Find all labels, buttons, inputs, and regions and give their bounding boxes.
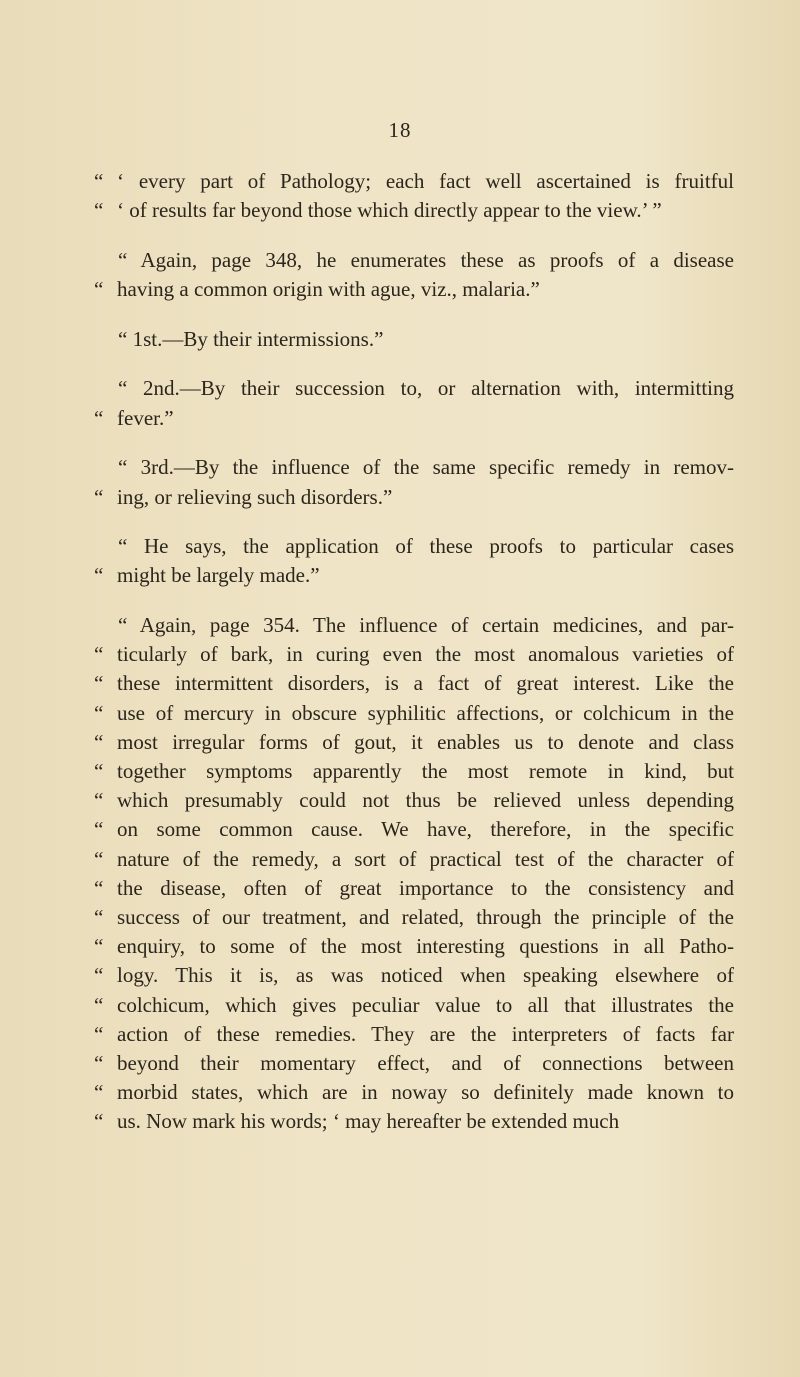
line-text: logy. This it is, as was noticed when speaking elsewhere of — [117, 963, 734, 988]
text-line — [94, 453, 734, 482]
text-line — [94, 561, 734, 590]
paragraph — [94, 453, 734, 511]
quote-mark: “ — [94, 759, 104, 783]
line-text: ‘ every part of Pathology; each fact well ascertained is fruitful — [117, 169, 734, 193]
text-line — [94, 275, 734, 304]
quote-mark: “ — [94, 405, 104, 430]
line-text: “ 3rd.—By the influence of the same specific remedy in remov- — [118, 455, 734, 480]
line-text: “ 1st.—By their intermissions.” — [118, 326, 384, 351]
quote-mark: “ — [94, 846, 104, 871]
quote-mark: “ — [94, 875, 104, 900]
quote-mark: “ — [94, 817, 104, 842]
quote-mark: “ — [94, 992, 104, 1017]
quote-mark: “ — [94, 934, 104, 959]
text-line — [94, 1020, 734, 1049]
line-text: nature of the remedy, a sort of practical test of the character of — [117, 846, 734, 871]
text-line — [94, 483, 734, 512]
line-text: success of our treatment, and related, through the principle of the — [117, 904, 734, 929]
text-line — [94, 167, 734, 196]
text-line — [94, 874, 734, 903]
line-text: these intermittent disorders, is a fact of great interest. Like the — [117, 671, 734, 696]
text-line — [94, 196, 734, 225]
text-line — [94, 728, 734, 757]
text-line — [94, 1107, 734, 1136]
line-text: use of mercury in obscure syphilitic affections, or colchicum in the — [117, 700, 734, 725]
page-text — [94, 167, 734, 1157]
line-text: colchicum, which gives peculiar value to all that illustrates the — [117, 992, 734, 1017]
line-text: “ He says, the application of these proofs to particular cases — [118, 534, 734, 559]
quote-mark: “ — [94, 671, 104, 696]
text-line — [94, 903, 734, 932]
quote-mark: “ — [94, 563, 104, 588]
text-line — [94, 786, 734, 815]
quote-mark: “ — [94, 484, 104, 509]
quote-mark: “ — [94, 1080, 104, 1105]
quote-mark: “ — [94, 904, 104, 929]
text-line — [94, 669, 734, 698]
line-text: “ Again, page 348, he enumerates these as proofs of a disease — [118, 247, 734, 272]
text-line — [94, 1078, 734, 1107]
text-line — [94, 961, 734, 990]
quote-mark: “ — [94, 1050, 104, 1075]
line-text: having a common origin with ague, viz., malaria.” — [117, 277, 540, 302]
paragraph — [94, 325, 734, 354]
text-line — [94, 246, 734, 275]
paragraph — [94, 167, 734, 225]
line-text: ticularly of bark, in curing even the most anomalous varieties of — [117, 642, 734, 667]
text-line — [94, 532, 734, 561]
line-text: fever.” — [117, 405, 174, 430]
quote-mark: “ — [94, 198, 104, 223]
paragraph — [94, 246, 734, 304]
quote-mark: “ — [94, 788, 104, 813]
quote-mark: “ — [94, 700, 104, 725]
paragraph — [94, 532, 734, 590]
line-text: which presumably could not thus be relieved unless depending — [117, 788, 734, 813]
text-line — [94, 1049, 734, 1078]
text-line — [94, 699, 734, 728]
line-text: “ Again, page 354. The influence of certain medicines, and par- — [118, 613, 734, 638]
text-line — [94, 757, 734, 786]
quote-mark: “ — [94, 1109, 104, 1134]
line-text: morbid states, which are in noway so definitely made known to — [117, 1080, 734, 1105]
line-text: ing, or relieving such disorders.” — [117, 484, 393, 509]
quote-mark: “ — [94, 729, 104, 754]
text-line — [94, 845, 734, 874]
text-line — [94, 932, 734, 961]
page-number: 18 — [388, 118, 412, 142]
quote-mark: “ — [94, 277, 104, 302]
quote-mark: “ — [94, 963, 104, 988]
quote-mark: “ — [94, 642, 104, 667]
text-line — [94, 815, 734, 844]
line-text: action of these remedies. They are the interpreters of facts far — [117, 1021, 734, 1046]
paragraph — [94, 611, 734, 1136]
quote-mark: “ — [94, 1021, 104, 1046]
line-text: might be largely made.” — [117, 563, 320, 588]
text-line — [94, 611, 734, 640]
text-line — [94, 640, 734, 669]
line-text: the disease, often of great importance to the consistency and — [117, 875, 734, 900]
line-text: on some common cause. We have, therefore, in the specific — [117, 817, 734, 842]
line-text: “ 2nd.—By their succession to, or alternation with, intermitting — [118, 376, 734, 401]
text-line — [94, 325, 734, 354]
line-text: us. Now mark his words; ‘ may hereafter be extended much — [117, 1109, 620, 1134]
text-line — [94, 991, 734, 1020]
text-line — [94, 374, 734, 403]
line-text: together symptoms apparently the most remote in kind, but — [117, 759, 734, 783]
paragraph — [94, 374, 734, 432]
line-text: beyond their momentary effect, and of connections between — [117, 1050, 734, 1075]
line-text: enquiry, to some of the most interesting questions in all Patho- — [117, 934, 734, 959]
text-line — [94, 404, 734, 433]
quote-mark: “ — [94, 169, 104, 193]
line-text: most irregular forms of gout, it enables us to denote and class — [117, 729, 734, 754]
line-text: ‘ of results far beyond those which directly appear to the view.’ ” — [117, 198, 662, 223]
